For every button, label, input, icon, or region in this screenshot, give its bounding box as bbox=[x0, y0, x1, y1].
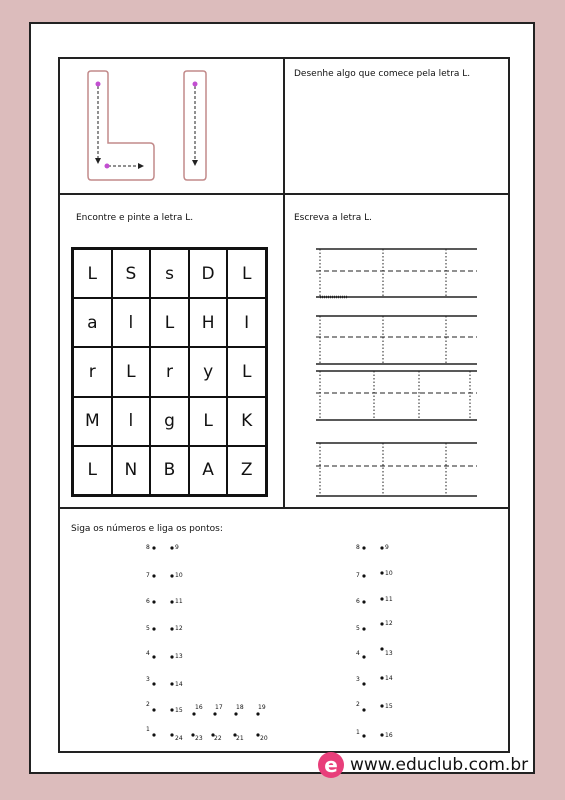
svg-text:13: 13 bbox=[175, 653, 183, 660]
grid-cell[interactable]: L bbox=[73, 446, 112, 495]
grid-cell[interactable]: M bbox=[73, 397, 112, 446]
start-dot bbox=[96, 82, 101, 87]
writing-row bbox=[316, 371, 477, 420]
connect-the-dots-lowercase-l[interactable] bbox=[350, 540, 420, 745]
svg-text:4: 4 bbox=[146, 650, 150, 657]
svg-text:3: 3 bbox=[356, 676, 360, 683]
grid-cell[interactable]: N bbox=[112, 446, 151, 495]
svg-text:2: 2 bbox=[146, 701, 150, 708]
grid-cell[interactable]: B bbox=[150, 446, 189, 495]
writing-row bbox=[316, 249, 477, 297]
grid-cell[interactable]: L bbox=[112, 347, 151, 396]
svg-text:19: 19 bbox=[258, 704, 266, 711]
svg-text:14: 14 bbox=[385, 675, 393, 682]
svg-text:4: 4 bbox=[356, 650, 360, 657]
connect-the-dots-uppercase-l[interactable] bbox=[140, 540, 280, 745]
svg-text:24: 24 bbox=[175, 735, 183, 742]
letter-grid bbox=[71, 247, 268, 497]
grid-cell[interactable]: g bbox=[150, 397, 189, 446]
grid-cell[interactable]: L bbox=[150, 298, 189, 347]
write-instruction: Escreva a letra L. bbox=[294, 213, 372, 223]
svg-text:5: 5 bbox=[356, 625, 360, 632]
svg-text:21: 21 bbox=[236, 735, 244, 742]
svg-text:23: 23 bbox=[195, 735, 203, 742]
svg-text:20: 20 bbox=[260, 735, 268, 742]
svg-text:7: 7 bbox=[356, 572, 360, 579]
grid-cell[interactable]: l bbox=[112, 298, 151, 347]
svg-text:2: 2 bbox=[356, 701, 360, 708]
handwriting-practice[interactable] bbox=[285, 230, 509, 505]
grid-cell[interactable]: Z bbox=[227, 446, 266, 495]
writing-row bbox=[316, 316, 477, 364]
svg-text:13: 13 bbox=[385, 650, 393, 657]
svg-text:7: 7 bbox=[146, 572, 150, 579]
svg-text:3: 3 bbox=[146, 676, 150, 683]
svg-text:16: 16 bbox=[195, 704, 203, 711]
divider-row1 bbox=[58, 193, 510, 195]
svg-text:14: 14 bbox=[175, 681, 183, 688]
start-dot bbox=[193, 82, 198, 87]
grid-cell[interactable]: y bbox=[189, 347, 228, 396]
grid-cell[interactable]: r bbox=[73, 347, 112, 396]
svg-text:18: 18 bbox=[236, 704, 244, 711]
svg-text:15: 15 bbox=[175, 707, 183, 714]
footer-brand bbox=[318, 752, 528, 778]
svg-text:16: 16 bbox=[385, 732, 393, 739]
svg-text:11: 11 bbox=[175, 598, 183, 605]
svg-text:8: 8 bbox=[356, 544, 360, 551]
educlub-logo-icon: e bbox=[318, 752, 344, 778]
grid-cell[interactable]: I bbox=[227, 298, 266, 347]
tracing-letters bbox=[60, 59, 282, 192]
svg-text:1: 1 bbox=[146, 726, 150, 733]
grid-cell[interactable]: L bbox=[73, 249, 112, 298]
grid-cell[interactable]: L bbox=[227, 347, 266, 396]
svg-text:8: 8 bbox=[146, 544, 150, 551]
svg-text:6: 6 bbox=[146, 598, 150, 605]
svg-text:22: 22 bbox=[214, 735, 222, 742]
grid-cell[interactable]: L bbox=[227, 249, 266, 298]
svg-text:12: 12 bbox=[385, 620, 393, 627]
find-instruction: Encontre e pinte a letra L. bbox=[76, 213, 194, 223]
grid-cell[interactable]: D bbox=[189, 249, 228, 298]
svg-text:15: 15 bbox=[385, 703, 393, 710]
grid-cell[interactable]: l bbox=[112, 397, 151, 446]
writing-row bbox=[316, 443, 477, 496]
grid-cell[interactable]: L bbox=[189, 397, 228, 446]
grid-cell[interactable]: A bbox=[189, 446, 228, 495]
svg-text:6: 6 bbox=[356, 598, 360, 605]
grid-cell[interactable]: S bbox=[112, 249, 151, 298]
svg-text:17: 17 bbox=[215, 704, 223, 711]
svg-text:10: 10 bbox=[385, 570, 393, 577]
divider-row2 bbox=[58, 507, 510, 509]
start-dot bbox=[105, 164, 110, 169]
grid-cell[interactable]: s bbox=[150, 249, 189, 298]
dots-instruction: Siga os números e liga os pontos: bbox=[71, 524, 223, 534]
draw-instruction: Desenhe algo que comece pela letra L. bbox=[294, 69, 471, 79]
grid-cell[interactable]: r bbox=[150, 347, 189, 396]
grid-cell[interactable]: K bbox=[227, 397, 266, 446]
svg-text:12: 12 bbox=[175, 625, 183, 632]
grid-cell[interactable]: a bbox=[73, 298, 112, 347]
svg-text:5: 5 bbox=[146, 625, 150, 632]
svg-text:9: 9 bbox=[175, 544, 179, 551]
grid-cell[interactable]: H bbox=[189, 298, 228, 347]
website-link[interactable]: www.educlub.com.br bbox=[350, 755, 529, 775]
svg-text:1: 1 bbox=[356, 729, 360, 736]
svg-text:10: 10 bbox=[175, 572, 183, 579]
svg-text:11: 11 bbox=[385, 596, 393, 603]
svg-text:9: 9 bbox=[385, 544, 389, 551]
